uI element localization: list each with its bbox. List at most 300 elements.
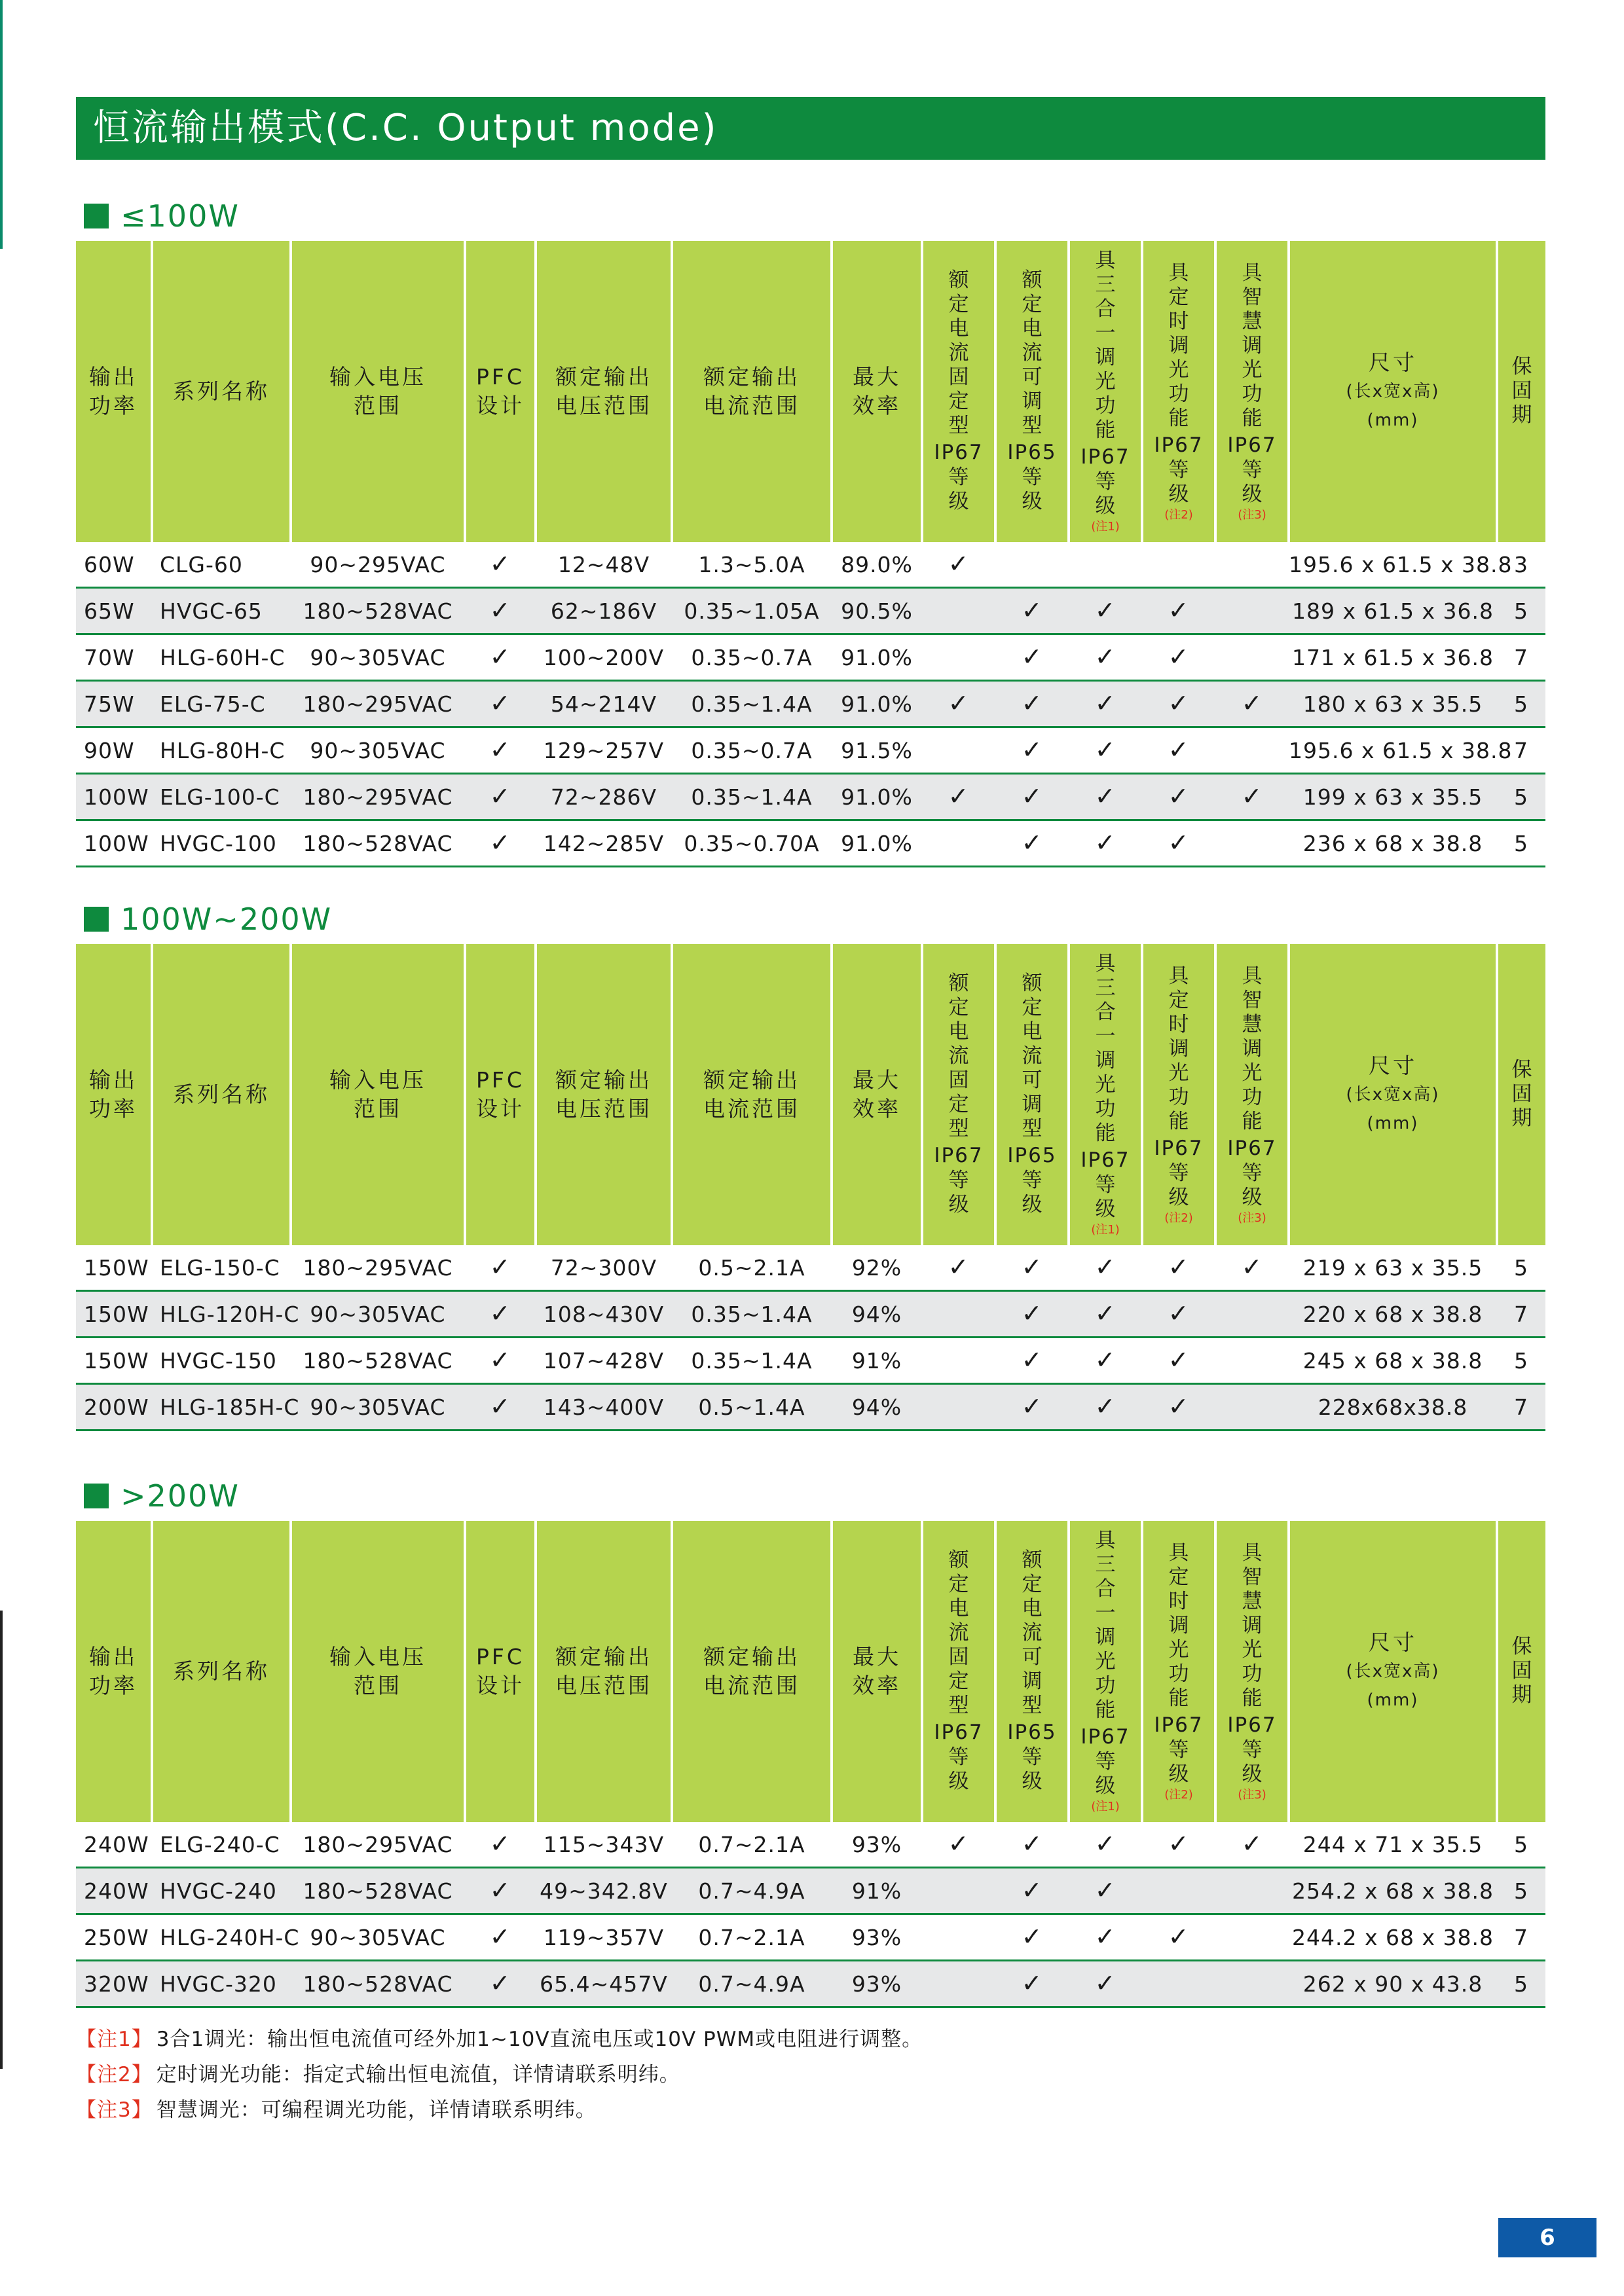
cell-power: 65W: [76, 588, 152, 634]
cell-iout: 1.3~5.0A: [672, 542, 832, 588]
cell-power: 200W: [76, 1384, 152, 1430]
cell-power: 150W: [76, 1291, 152, 1338]
cell-adjustable: [995, 1961, 1069, 2007]
cell-iout: 0.35~1.4A: [672, 1291, 832, 1338]
cell-iout: 0.35~0.70A: [672, 820, 832, 867]
check-icon: ✓: [489, 1829, 511, 1858]
check-icon: ✓: [1168, 1392, 1190, 1421]
cell-series: HVGC-150: [152, 1338, 291, 1384]
table-row: [76, 820, 1545, 867]
cell-power: 150W: [76, 1245, 152, 1291]
cell-fixed: [922, 1384, 995, 1430]
cell-timer-dimming: [1142, 727, 1215, 774]
cell-fixed: [922, 774, 995, 820]
cell-input: 180~295VAC: [291, 681, 465, 727]
check-icon: ✓: [1021, 642, 1043, 671]
cell-timer-dimming: [1142, 1868, 1215, 1914]
header-input: 输入电压范围: [291, 1521, 465, 1822]
cell-warranty: 5: [1497, 1961, 1545, 2007]
cell-size: 199 x 63 x 35.5: [1289, 774, 1497, 820]
cell-smart-dimming: [1215, 634, 1289, 681]
check-icon: ✓: [1021, 1969, 1043, 1997]
cell-iout: 0.35~0.7A: [672, 634, 832, 681]
cell-3in1-dimming: [1069, 681, 1142, 727]
spec-table: [76, 1521, 1545, 2008]
header-power: 输出功率: [76, 944, 152, 1245]
header-timer-dimming: 具定时调光功能 IP67 等级 (注2): [1142, 241, 1215, 542]
cell-eff: 91.0%: [832, 820, 922, 867]
cell-adjustable: [995, 774, 1069, 820]
cell-warranty: 7: [1497, 634, 1545, 681]
check-icon: ✓: [1168, 1345, 1190, 1374]
check-icon: ✓: [1094, 782, 1116, 811]
cell-smart-dimming: [1215, 727, 1289, 774]
page-number: 6: [1498, 2218, 1596, 2257]
check-icon: ✓: [1021, 1392, 1043, 1421]
cell-fixed: [922, 1338, 995, 1384]
cell-size: 189 x 61.5 x 36.8: [1289, 588, 1497, 634]
cell-timer-dimming: [1142, 1245, 1215, 1291]
header-adjustable: 额定电流可调型 IP65 等级: [995, 1521, 1069, 1822]
check-icon: ✓: [489, 828, 511, 857]
cell-adjustable: [995, 1338, 1069, 1384]
check-icon: ✓: [1168, 689, 1190, 718]
cell-power: 100W: [76, 774, 152, 820]
cell-warranty: 7: [1497, 727, 1545, 774]
cell-vout: 108~430V: [536, 1291, 672, 1338]
cell-vout: 72~300V: [536, 1245, 672, 1291]
table-row: [76, 1384, 1545, 1430]
footnote-3: 【注3】 智慧调光：可编程调光功能，详情请联系明纬。: [76, 2098, 597, 2122]
cell-power: 60W: [76, 542, 152, 588]
cell-warranty: 7: [1497, 1914, 1545, 1961]
cell-eff: 93%: [832, 1822, 922, 1868]
check-icon: ✓: [1094, 1922, 1116, 1951]
check-icon: ✓: [1241, 782, 1263, 811]
cell-input: 180~528VAC: [291, 1961, 465, 2007]
header-eff: 最大效率: [832, 241, 922, 542]
left-edge-accent-dark: [0, 1611, 3, 2069]
cell-series: HLG-185H-C: [152, 1384, 291, 1430]
check-icon: ✓: [489, 689, 511, 718]
header-pfc: PFC设计: [465, 241, 536, 542]
cell-iout: 0.7~2.1A: [672, 1822, 832, 1868]
check-icon: ✓: [948, 549, 970, 578]
header-size: 尺寸 (长x宽x高) (mm): [1289, 944, 1497, 1245]
cell-iout: 0.7~4.9A: [672, 1868, 832, 1914]
cell-adjustable: [995, 1384, 1069, 1430]
check-icon: ✓: [1168, 735, 1190, 764]
cell-iout: 0.35~1.4A: [672, 774, 832, 820]
cell-3in1-dimming: [1069, 1338, 1142, 1384]
cell-size: 262 x 90 x 43.8: [1289, 1961, 1497, 2007]
cell-warranty: 5: [1497, 1822, 1545, 1868]
section-heading: [84, 1476, 240, 1516]
table-row: [76, 1338, 1545, 1384]
header-adjustable: 额定电流可调型 IP65 等级: [995, 241, 1069, 542]
cell-power: 70W: [76, 634, 152, 681]
footnote-1: 【注1】 3合1调光：输出恒电流值可经外加1~10V直流电压或10V PWM或电阻进行调整。: [76, 2028, 923, 2051]
table-row: [76, 727, 1545, 774]
section-label: >200W: [120, 1478, 240, 1514]
header-smart-dimming: 具智慧调光功能 IP67 等级 (注3): [1215, 241, 1289, 542]
check-icon: ✓: [1094, 642, 1116, 671]
cell-smart-dimming: [1215, 774, 1289, 820]
cell-timer-dimming: [1142, 1384, 1215, 1430]
cell-warranty: 5: [1497, 1245, 1545, 1291]
header-vout: 额定输出电压范围: [536, 241, 672, 542]
cell-series: HLG-120H-C: [152, 1291, 291, 1338]
header-series: 系列名称: [152, 944, 291, 1245]
header-adjustable: 额定电流可调型 IP65 等级: [995, 944, 1069, 1245]
check-icon: ✓: [1021, 1345, 1043, 1374]
cell-size: 180 x 63 x 35.5: [1289, 681, 1497, 727]
check-icon: ✓: [489, 1876, 511, 1904]
cell-size: 228x68x38.8: [1289, 1384, 1497, 1430]
cell-3in1-dimming: [1069, 1245, 1142, 1291]
cell-warranty: 5: [1497, 681, 1545, 727]
cell-size: 195.6 x 61.5 x 38.8: [1289, 542, 1497, 588]
cell-series: HLG-60H-C: [152, 634, 291, 681]
cell-smart-dimming: [1215, 588, 1289, 634]
check-icon: ✓: [489, 596, 511, 625]
cell-size: 244 x 71 x 35.5: [1289, 1822, 1497, 1868]
cell-fixed: [922, 1868, 995, 1914]
cell-adjustable: [995, 727, 1069, 774]
header-fixed: 额定电流固定型 IP67 等级: [922, 241, 995, 542]
cell-3in1-dimming: [1069, 820, 1142, 867]
cell-fixed: [922, 727, 995, 774]
check-icon: ✓: [1094, 735, 1116, 764]
check-icon: ✓: [948, 689, 970, 718]
check-icon: ✓: [1168, 1829, 1190, 1858]
cell-vout: 12~48V: [536, 542, 672, 588]
cell-series: ELG-100-C: [152, 774, 291, 820]
cell-eff: 91%: [832, 1868, 922, 1914]
header-series: 系列名称: [152, 241, 291, 542]
cell-iout: 0.5~2.1A: [672, 1245, 832, 1291]
cell-fixed: [922, 634, 995, 681]
footnote-2: 【注2】 定时调光功能：指定式输出恒电流值，详情请联系明纬。: [76, 2063, 680, 2086]
cell-size: 244.2 x 68 x 38.8: [1289, 1914, 1497, 1961]
cell-pfc: [465, 727, 536, 774]
check-icon: ✓: [948, 782, 970, 811]
cell-pfc: [465, 1291, 536, 1338]
cell-smart-dimming: [1215, 1822, 1289, 1868]
cell-input: 180~528VAC: [291, 588, 465, 634]
cell-eff: 94%: [832, 1291, 922, 1338]
cell-fixed: [922, 681, 995, 727]
check-icon: ✓: [1094, 1829, 1116, 1858]
cell-3in1-dimming: [1069, 1384, 1142, 1430]
cell-input: 180~295VAC: [291, 1245, 465, 1291]
spec-table: [76, 944, 1545, 1431]
check-icon: ✓: [1021, 1252, 1043, 1281]
section-label: 100W~200W: [120, 902, 333, 937]
cell-timer-dimming: [1142, 1961, 1215, 2007]
cell-eff: 90.5%: [832, 588, 922, 634]
cell-input: 90~305VAC: [291, 1291, 465, 1338]
cell-timer-dimming: [1142, 774, 1215, 820]
cell-iout: 0.7~2.1A: [672, 1914, 832, 1961]
table-row: [76, 1961, 1545, 2007]
cell-adjustable: [995, 1291, 1069, 1338]
check-icon: ✓: [948, 1829, 970, 1858]
header-fixed: 额定电流固定型 IP67 等级: [922, 944, 995, 1245]
check-icon: ✓: [1094, 1299, 1116, 1328]
cell-adjustable: [995, 542, 1069, 588]
cell-warranty: 5: [1497, 1338, 1545, 1384]
check-icon: ✓: [489, 549, 511, 578]
spec-table: [76, 241, 1545, 867]
cell-vout: 100~200V: [536, 634, 672, 681]
header-pfc: PFC设计: [465, 1521, 536, 1822]
header-warranty: 保固期: [1497, 1521, 1545, 1822]
cell-input: 180~295VAC: [291, 1822, 465, 1868]
cell-fixed: [922, 820, 995, 867]
header-input: 输入电压范围: [291, 241, 465, 542]
cell-timer-dimming: [1142, 820, 1215, 867]
cell-3in1-dimming: [1069, 1868, 1142, 1914]
check-icon: ✓: [1094, 1392, 1116, 1421]
cell-timer-dimming: [1142, 1914, 1215, 1961]
cell-3in1-dimming: [1069, 727, 1142, 774]
check-icon: ✓: [1021, 828, 1043, 857]
cell-vout: 54~214V: [536, 681, 672, 727]
table-row: [76, 774, 1545, 820]
cell-series: ELG-240-C: [152, 1822, 291, 1868]
cell-iout: 0.7~4.9A: [672, 1961, 832, 2007]
cell-input: 90~305VAC: [291, 727, 465, 774]
header-fixed: 额定电流固定型 IP67 等级: [922, 1521, 995, 1822]
check-icon: ✓: [489, 1969, 511, 1997]
table-row: [76, 681, 1545, 727]
header-series: 系列名称: [152, 1521, 291, 1822]
header-pfc: PFC设计: [465, 944, 536, 1245]
page-title: 恒流输出模式(C.C. Output mode): [76, 97, 1545, 160]
check-icon: ✓: [948, 1252, 970, 1281]
cell-series: HVGC-65: [152, 588, 291, 634]
header-power: 输出功率: [76, 241, 152, 542]
cell-pfc: [465, 542, 536, 588]
cell-warranty: 3: [1497, 542, 1545, 588]
cell-size: 245 x 68 x 38.8: [1289, 1338, 1497, 1384]
cell-pfc: [465, 1384, 536, 1430]
cell-power: 240W: [76, 1822, 152, 1868]
check-icon: ✓: [1168, 1922, 1190, 1951]
cell-3in1-dimming: [1069, 634, 1142, 681]
table-row: [76, 588, 1545, 634]
cell-series: HLG-240H-C: [152, 1914, 291, 1961]
cell-3in1-dimming: [1069, 588, 1142, 634]
check-icon: ✓: [489, 782, 511, 811]
check-icon: ✓: [1021, 1876, 1043, 1904]
cell-smart-dimming: [1215, 1868, 1289, 1914]
cell-series: ELG-150-C: [152, 1245, 291, 1291]
check-icon: ✓: [1094, 1252, 1116, 1281]
header-eff: 最大效率: [832, 944, 922, 1245]
cell-vout: 142~285V: [536, 820, 672, 867]
cell-size: 236 x 68 x 38.8: [1289, 820, 1497, 867]
check-icon: ✓: [1094, 689, 1116, 718]
cell-adjustable: [995, 1868, 1069, 1914]
left-edge-accent: [0, 0, 3, 249]
cell-series: HLG-80H-C: [152, 727, 291, 774]
cell-fixed: [922, 1245, 995, 1291]
header-warranty: 保固期: [1497, 944, 1545, 1245]
header-eff: 最大效率: [832, 1521, 922, 1822]
check-icon: ✓: [1094, 828, 1116, 857]
cell-eff: 93%: [832, 1914, 922, 1961]
cell-adjustable: [995, 1914, 1069, 1961]
check-icon: ✓: [1168, 828, 1190, 857]
header-smart-dimming: 具智慧调光功能 IP67 等级 (注3): [1215, 1521, 1289, 1822]
check-icon: ✓: [1021, 1299, 1043, 1328]
cell-smart-dimming: [1215, 1245, 1289, 1291]
cell-power: 100W: [76, 820, 152, 867]
cell-smart-dimming: [1215, 1914, 1289, 1961]
cell-series: ELG-75-C: [152, 681, 291, 727]
cell-3in1-dimming: [1069, 1961, 1142, 2007]
check-icon: ✓: [1021, 689, 1043, 718]
cell-iout: 0.35~1.4A: [672, 1338, 832, 1384]
check-icon: ✓: [489, 1299, 511, 1328]
cell-eff: 92%: [832, 1245, 922, 1291]
cell-adjustable: [995, 681, 1069, 727]
cell-warranty: 5: [1497, 588, 1545, 634]
cell-fixed: [922, 1822, 995, 1868]
cell-pfc: [465, 1338, 536, 1384]
header-iout: 额定输出电流范围: [672, 241, 832, 542]
cell-warranty: 5: [1497, 820, 1545, 867]
table-row: [76, 1822, 1545, 1868]
cell-series: CLG-60: [152, 542, 291, 588]
cell-iout: 0.5~1.4A: [672, 1384, 832, 1430]
cell-pfc: [465, 820, 536, 867]
cell-adjustable: [995, 1822, 1069, 1868]
cell-input: 180~295VAC: [291, 774, 465, 820]
header-smart-dimming: 具智慧调光功能 IP67 等级 (注3): [1215, 944, 1289, 1245]
cell-smart-dimming: [1215, 1384, 1289, 1430]
check-icon: ✓: [1168, 1299, 1190, 1328]
cell-size: 254.2 x 68 x 38.8: [1289, 1868, 1497, 1914]
cell-warranty: 5: [1497, 1868, 1545, 1914]
header-3in1-dimming: 具三合一调光功能 IP67 等级 (注1): [1069, 944, 1142, 1245]
header-3in1-dimming: 具三合一调光功能 IP67 等级 (注1): [1069, 1521, 1142, 1822]
section-square-icon: [84, 1484, 109, 1508]
cell-pfc: [465, 1245, 536, 1291]
check-icon: ✓: [489, 1392, 511, 1421]
cell-power: 75W: [76, 681, 152, 727]
cell-input: 90~305VAC: [291, 1914, 465, 1961]
cell-power: 250W: [76, 1914, 152, 1961]
cell-smart-dimming: [1215, 542, 1289, 588]
header-size: 尺寸 (长x宽x高) (mm): [1289, 1521, 1497, 1822]
cell-eff: 94%: [832, 1384, 922, 1430]
cell-size: 195.6 x 61.5 x 38.8: [1289, 727, 1497, 774]
table-row: [76, 1868, 1545, 1914]
check-icon: ✓: [1241, 1829, 1263, 1858]
cell-input: 180~528VAC: [291, 820, 465, 867]
cell-input: 90~295VAC: [291, 542, 465, 588]
check-icon: ✓: [1094, 596, 1116, 625]
section-square-icon: [84, 204, 109, 228]
cell-fixed: [922, 1291, 995, 1338]
cell-series: HVGC-320: [152, 1961, 291, 2007]
header-iout: 额定输出电流范围: [672, 1521, 832, 1822]
cell-vout: 62~186V: [536, 588, 672, 634]
cell-power: 240W: [76, 1868, 152, 1914]
cell-size: 220 x 68 x 38.8: [1289, 1291, 1497, 1338]
cell-size: 219 x 63 x 35.5: [1289, 1245, 1497, 1291]
cell-3in1-dimming: [1069, 774, 1142, 820]
cell-power: 320W: [76, 1961, 152, 2007]
cell-power: 150W: [76, 1338, 152, 1384]
cell-vout: 107~428V: [536, 1338, 672, 1384]
check-icon: ✓: [1021, 782, 1043, 811]
cell-vout: 72~286V: [536, 774, 672, 820]
table-row: [76, 1245, 1545, 1291]
cell-3in1-dimming: [1069, 542, 1142, 588]
cell-timer-dimming: [1142, 681, 1215, 727]
header-vout: 额定输出电压范围: [536, 1521, 672, 1822]
cell-pfc: [465, 1868, 536, 1914]
check-icon: ✓: [489, 1252, 511, 1281]
cell-pfc: [465, 1914, 536, 1961]
cell-input: 90~305VAC: [291, 1384, 465, 1430]
header-vout: 额定输出电压范围: [536, 944, 672, 1245]
cell-adjustable: [995, 588, 1069, 634]
check-icon: ✓: [1021, 1829, 1043, 1858]
cell-series: HVGC-240: [152, 1868, 291, 1914]
cell-vout: 65.4~457V: [536, 1961, 672, 2007]
cell-warranty: 5: [1497, 774, 1545, 820]
check-icon: ✓: [1241, 1252, 1263, 1281]
cell-series: HVGC-100: [152, 820, 291, 867]
header-timer-dimming: 具定时调光功能 IP67 等级 (注2): [1142, 1521, 1215, 1822]
footnotes: [76, 2022, 923, 2128]
cell-pfc: [465, 588, 536, 634]
cell-3in1-dimming: [1069, 1914, 1142, 1961]
cell-vout: 143~400V: [536, 1384, 672, 1430]
cell-eff: 91.5%: [832, 727, 922, 774]
check-icon: ✓: [1021, 1922, 1043, 1951]
cell-iout: 0.35~1.4A: [672, 681, 832, 727]
header-warranty: 保固期: [1497, 241, 1545, 542]
table-row: [76, 1914, 1545, 1961]
cell-smart-dimming: [1215, 1338, 1289, 1384]
cell-vout: 115~343V: [536, 1822, 672, 1868]
cell-vout: 129~257V: [536, 727, 672, 774]
cell-size: 171 x 61.5 x 36.8: [1289, 634, 1497, 681]
cell-eff: 91.0%: [832, 634, 922, 681]
cell-timer-dimming: [1142, 634, 1215, 681]
cell-smart-dimming: [1215, 1961, 1289, 2007]
header-power: 输出功率: [76, 1521, 152, 1822]
table-row: [76, 542, 1545, 588]
section-heading: [84, 900, 332, 939]
check-icon: ✓: [489, 642, 511, 671]
section-label: ≤100W: [120, 198, 240, 234]
check-icon: ✓: [1021, 596, 1043, 625]
cell-vout: 119~357V: [536, 1914, 672, 1961]
cell-smart-dimming: [1215, 681, 1289, 727]
cell-eff: 91.0%: [832, 774, 922, 820]
cell-warranty: 7: [1497, 1384, 1545, 1430]
header-3in1-dimming: 具三合一调光功能 IP67 等级 (注1): [1069, 241, 1142, 542]
check-icon: ✓: [1094, 1345, 1116, 1374]
cell-adjustable: [995, 820, 1069, 867]
